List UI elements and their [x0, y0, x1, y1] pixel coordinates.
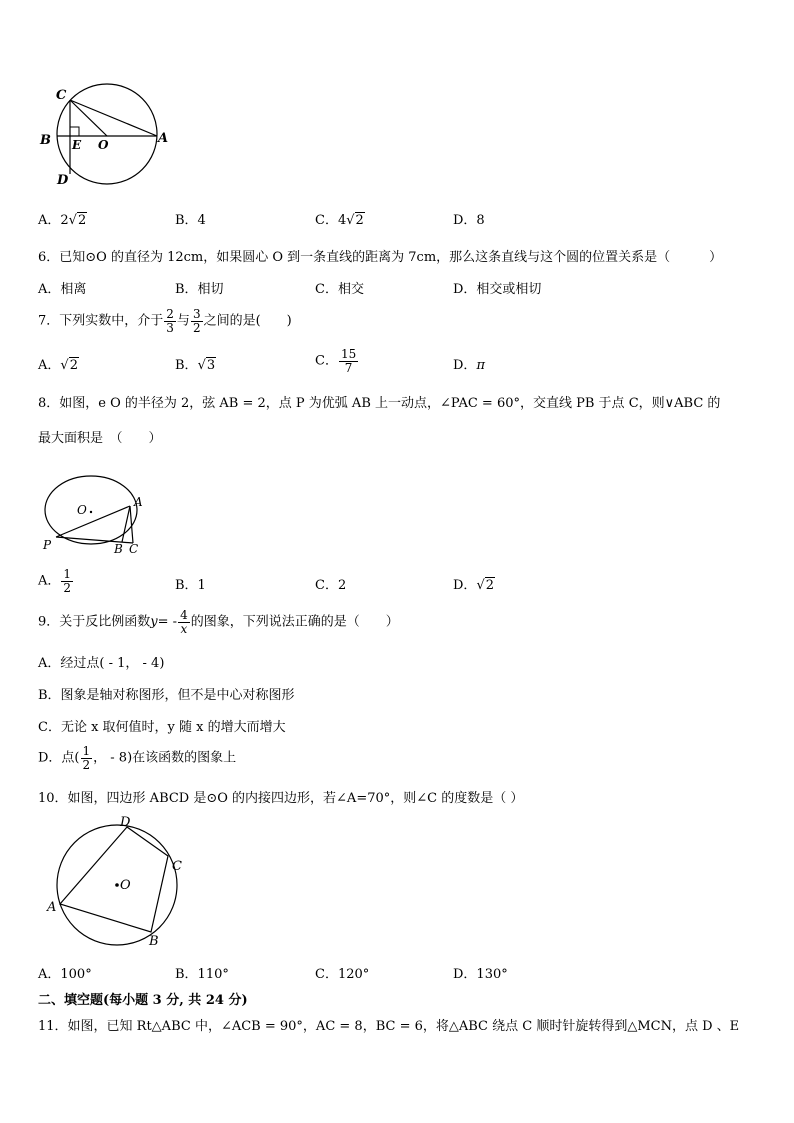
- q10-figure: [40, 812, 190, 952]
- q5-figure: [36, 80, 176, 190]
- q7-question: 7．下列实数中，介于 $\frac{2}{3}$ 与 $\frac{3}{2}$ 之间的是( ): [38, 307, 292, 335]
- label-O: O: [98, 138, 109, 152]
- q10-option-d[interactable]: D．130°: [453, 967, 508, 982]
- label-C: C: [56, 88, 67, 103]
- q5-option-b[interactable]: B．4: [175, 213, 206, 228]
- circle: [45, 476, 137, 544]
- q8-question-line2: 最大面积是 （ ）: [38, 431, 162, 446]
- sqrt: √2: [346, 213, 364, 228]
- label-E: E: [72, 138, 82, 152]
- q10-option-c[interactable]: C．120°: [315, 967, 370, 982]
- label-A: A: [47, 900, 57, 915]
- segment-AB: [122, 506, 130, 542]
- fraction: $\frac{2}{3}$: [166, 307, 174, 335]
- label-P: P: [43, 538, 52, 552]
- center-dot: [115, 883, 119, 887]
- q6-option-a[interactable]: A．相离: [38, 282, 87, 297]
- label-B: B: [149, 934, 159, 949]
- label-C: C: [129, 542, 139, 556]
- fraction: $\frac{3}{2}$: [192, 307, 201, 335]
- segment-PA: [56, 506, 130, 537]
- q6-question: 6．已知⊙O 的直径为 12cm，如果圆心 O 到一条直线的距离为 7cm，那么这条直线与这个圆的位置关系是（ ）: [38, 250, 723, 265]
- q9-question: 9．关于反比例函数y= - $\frac{4}{x}$ 的图象，下列说法正确的是（ ）: [38, 608, 399, 636]
- label-D: D: [57, 173, 69, 188]
- q10-option-b[interactable]: B．110°: [175, 967, 229, 982]
- q11-question: 11．如图，已知 Rt△ABC 中，∠ACB = 90°，AC = 8，BC = 6，将△ABC 绕点 C 顺时针旋转得到△MCN，点 D 、E: [38, 1019, 740, 1034]
- q7-option-d[interactable]: D．π: [453, 358, 485, 373]
- segment-CA: [70, 100, 157, 136]
- q7-option-c[interactable]: C． $\frac{15}{7}$: [315, 347, 357, 375]
- q7-option-a[interactable]: A．√2: [38, 358, 78, 373]
- section-title: 二、填空题(每小题 3 分, 共 24 分): [38, 993, 248, 1008]
- right-angle-mark: [70, 127, 79, 136]
- q6-option-b[interactable]: B．相切: [175, 282, 224, 297]
- coef: 4: [337, 213, 347, 228]
- q10-question: 10．如图，四边形 ABCD 是⊙O 的内接四边形，若∠A=70°，则∠C 的度数是（ ）: [38, 791, 524, 806]
- q6-option-d[interactable]: D．相交或相切: [453, 282, 542, 297]
- label-A: A: [158, 131, 169, 146]
- coef: 2: [60, 213, 69, 228]
- q8-option-b[interactable]: B．1: [175, 578, 206, 593]
- q6-option-c[interactable]: C．相交: [315, 282, 364, 297]
- option-label: A．: [38, 213, 61, 228]
- q8-question-line1: 8．如图，e O 的半径为 2，弦 AB = 2，点 P 为优弧 AB 上一动点，∠PAC = 60°，交直线 PB 于点 C，则∨ABC 的: [38, 396, 721, 411]
- q8-option-d[interactable]: D．√2: [453, 578, 495, 593]
- segment-CO: [70, 100, 107, 136]
- quadrilateral-ABCD: [60, 827, 168, 932]
- q8-option-a[interactable]: A． $\frac{1}{2}$: [38, 567, 72, 595]
- q8-figure: [36, 470, 156, 560]
- label-O: O: [120, 878, 131, 893]
- center-dot: [90, 511, 92, 513]
- q9-option-c[interactable]: C．无论 x 取何值时，y 随 x 的增大而增大: [38, 720, 286, 735]
- q9-option-b[interactable]: B．图象是轴对称图形，但不是中心对称图形: [38, 688, 295, 703]
- label-B: B: [114, 542, 123, 556]
- q5-option-d[interactable]: D．8: [453, 213, 485, 228]
- label-D: D: [120, 815, 131, 830]
- circle: [57, 84, 157, 184]
- q9-option-d[interactable]: D．点( $\frac{1}{2}$ ， - 8)在该函数的图象上: [38, 744, 237, 772]
- q10-option-a[interactable]: A．100°: [38, 967, 92, 982]
- option-label: C．: [315, 213, 338, 228]
- label-O: O: [77, 503, 87, 517]
- q8-option-c[interactable]: C．2: [315, 578, 347, 593]
- q7-option-b[interactable]: B．√3: [175, 358, 216, 373]
- q9-option-a[interactable]: A．经过点( - 1， - 4): [38, 656, 165, 671]
- label-A: A: [134, 495, 143, 509]
- label-C: C: [172, 859, 182, 874]
- label-B: B: [40, 133, 51, 148]
- q5-option-c[interactable]: [315, 214, 365, 228]
- q5-option-a[interactable]: [38, 214, 87, 228]
- sqrt: √2: [68, 213, 87, 228]
